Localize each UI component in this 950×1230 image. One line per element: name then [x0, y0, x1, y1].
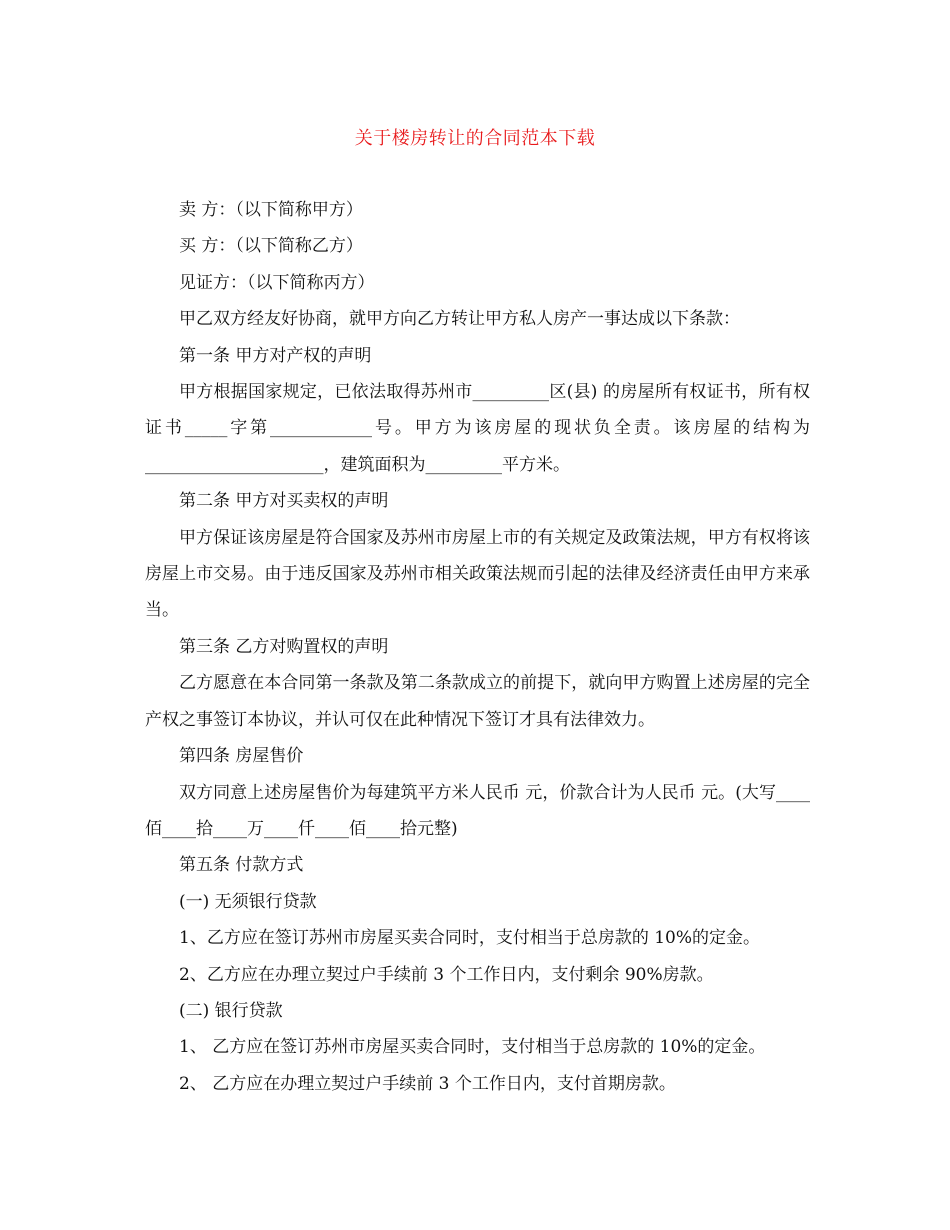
paragraph: 甲方保证该房屋是符合国家及苏州市房屋上市的有关规定及政策法规，甲方有权将该房屋上市交易。由于违反国家及苏州市相关政策法规而引起的法律及经济责任由甲方来承当。: [145, 527, 810, 621]
paragraph: 乙方愿意在本合同第一条款及第二条款成立的前提下，就向甲方购置上述房屋的完全产权之事签订本协议，并认可仅在此种情况下签订才具有法律效力。: [145, 673, 810, 730]
document-body: [145, 192, 810, 1102]
paragraph: 1、 乙方应在签订苏州市房屋买卖合同时，支付相当于总房款的 10%的定金。: [179, 1037, 766, 1058]
paragraph: 第三条 乙方对购置权的声明: [179, 636, 389, 657]
paragraph: 见证方：（以下简称丙方）: [179, 272, 375, 293]
paragraph: 1、乙方应在签订苏州市房屋买卖合同时，支付相当于总房款的 10%的定金。: [179, 928, 761, 949]
paragraph: 2、 乙方应在办理立契过户手续前 3 个工作日内，支付首期房款。: [179, 1073, 676, 1094]
paragraph: 双方同意上述房屋售价为每建筑平方米人民币 元，价款合计为人民币 元。(大写____佰____拾____万____仟____佰____拾元整): [145, 782, 810, 839]
paragraph: 第四条 房屋售价: [179, 746, 304, 767]
document-title: 关于楼房转让的合同范本下载: [354, 128, 596, 149]
paragraph: 甲乙双方经友好协商，就甲方向乙方转让甲方私人房产一事达成以下条款：: [179, 309, 740, 330]
paragraph: (一) 无须银行贷款: [179, 891, 317, 912]
paragraph: 2、乙方应在办理立契过户手续前 3 个工作日内，支付剩余 90%房款。: [179, 964, 714, 985]
paragraph: 甲方根据国家规定，已依法取得苏州市_________区(县) 的房屋所有权证书，所有权证书_____字第____________号。甲方为该房屋的现状负全责。该房屋的结构为 _____________________，建筑面积为_________平方米。: [145, 382, 810, 475]
paragraph: 第二条 甲方对买卖权的声明: [179, 491, 389, 512]
paragraph: 第五条 付款方式: [179, 855, 304, 876]
paragraph: 买 方：（以下简称乙方）: [179, 236, 363, 257]
paragraph: 第一条 甲方对产权的声明: [179, 345, 372, 366]
paragraph: 卖 方：（以下简称甲方）: [179, 200, 363, 220]
paragraph: (二) 银行贷款: [179, 1000, 283, 1021]
